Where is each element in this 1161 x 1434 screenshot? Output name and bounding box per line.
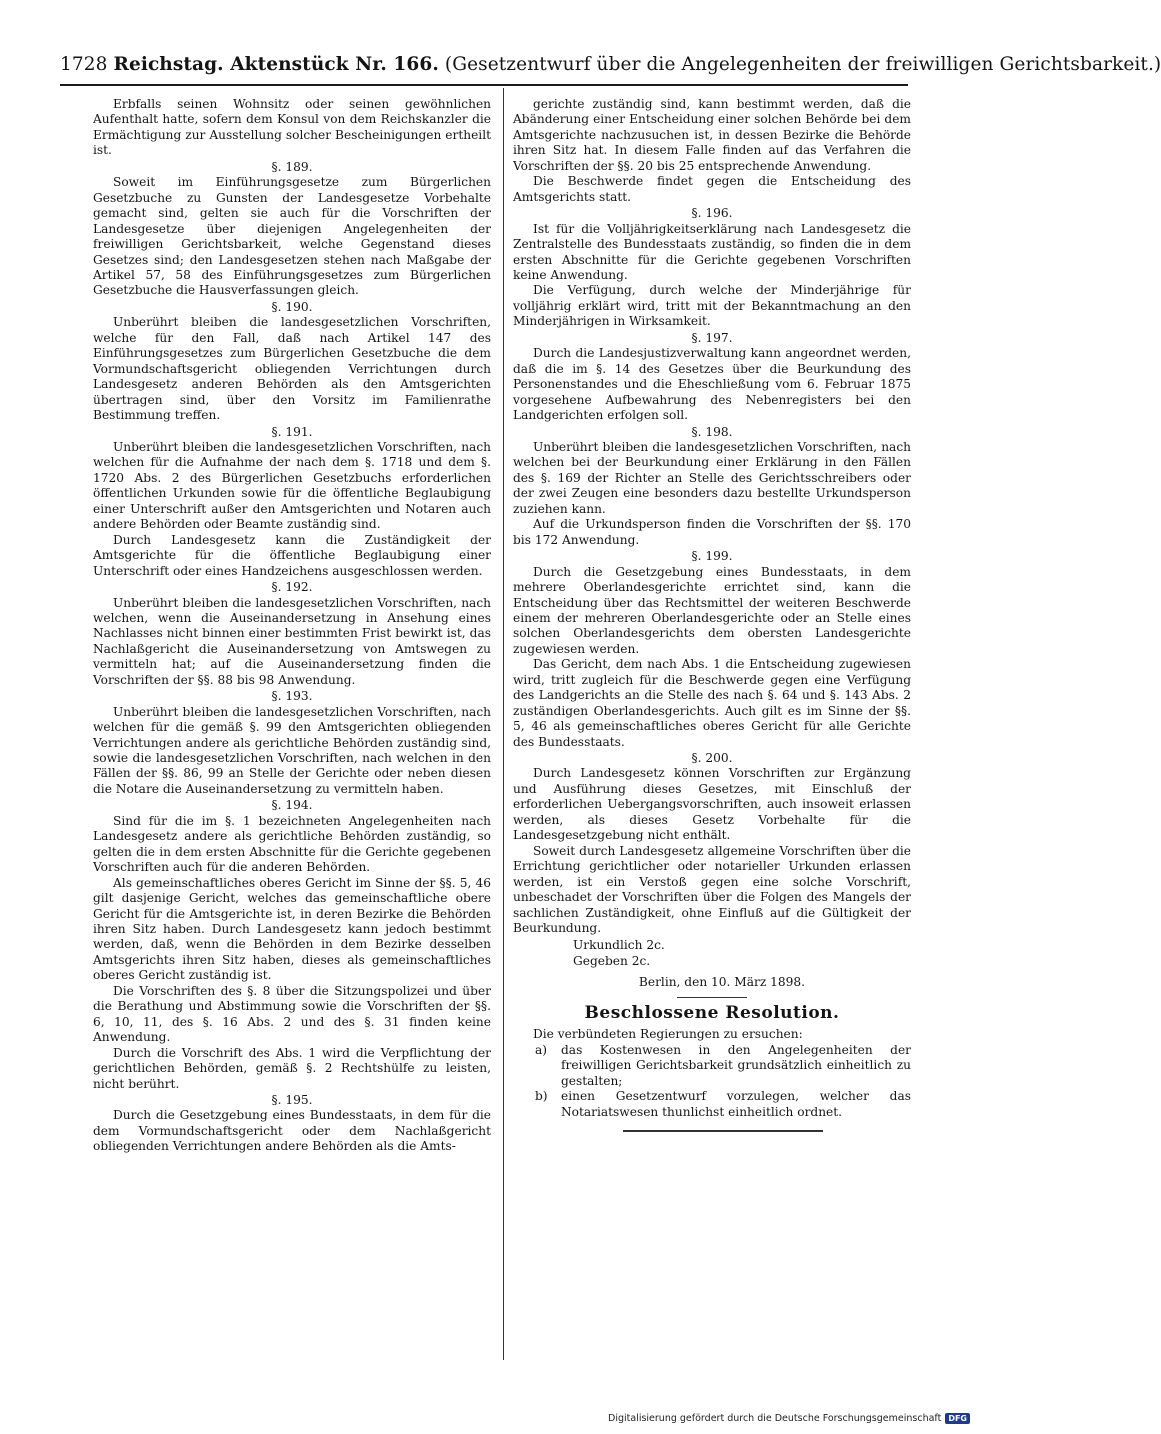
paragraph: Soweit im Einführungsgesetze zum Bürgerlichen Gesetzbuche zu Gunsten der Landesgesetze Vorbehalte gemacht sind, gelten sie auch für die Vorschriften der Landesgesetze über diejenigen Angelegenheiten der freiwilligen Gerichtsbarkeit, welche Gegenstand dieses Gesetzes sind; den Landesgesetzen stehen nach Maßgabe der Artikel 57, 58 des Einführungsgesetzes zum Bürgerlichen Gesetzbuche die Hausverfassungen gleich.	[93, 175, 491, 298]
left-column	[93, 97, 491, 1155]
paragraph: Ist für die Volljährigkeitserklärung nach Landesgesetz die Zentralstelle des Bundesstaats zuständig, so finden die in dem ersten Abschnitte für die Gerichte gegebenen Vorschriften keine Anwendung.	[513, 221, 911, 282]
right-column	[513, 97, 911, 1132]
paragraph: Auf die Urkundsperson finden die Vorschriften der §§. 170 bis 172 Anwendung.	[513, 517, 911, 547]
resolution-item	[535, 1089, 911, 1120]
section-heading: §. 195.	[271, 1093, 313, 1107]
paragraph: Das Gericht, dem nach Abs. 1 die Entscheidung zugewiesen wird, tritt zugleich für die Beschwerde gegen eine Verfügung des Landgerichts an die Stelle des nach §. 64 und §. 143 Abs. 2 zuständigen Oberlandesgerichts. Auch gilt es im Sinne der §§. 5, 46 als gemeinschaftliches oberes Gericht für alle Gerichte des Bundesstaats.	[513, 657, 911, 749]
section-heading: §. 190.	[271, 299, 313, 314]
paragraph: Unberührt bleiben die landesgesetzlichen Vorschriften, welche für den Fall, daß nach Artikel 147 des Einführungsgesetzes zum Bürgerlichen Gesetzbuche die dem Vormundschaftsgericht obliegenden Verrichtungen durch Landesgesetz anderen Behörden als den Amtsgerichten übertragen sind, über den Vorsitz im Familienrathe Bestimmung treffen.	[93, 315, 491, 423]
section-heading: §. 199.	[691, 549, 733, 564]
right-column-body	[513, 97, 911, 936]
section-heading: §. 192.	[271, 580, 313, 595]
paragraph: Die Verfügung, durch welche der Minderjährige für volljährig erklärt wird, tritt mit der Bekanntmachung an den Minderjährigen in Wirksamkeit.	[513, 283, 911, 329]
header-subtitle: (Gesetzentwurf über die Angelegenheiten der freiwilligen Gerichtsbarkeit.)	[444, 54, 1161, 75]
section-heading: §. 197.	[691, 330, 733, 345]
resolution-item	[535, 1043, 911, 1089]
paragraph: Unberührt bleiben die landesgesetzlichen Vorschriften, nach welchen für die gemäß §. 99 den Amtsgerichten obliegenden Verrichtungen andere als gerichtliche Behörden zuständig sind, sowie die landesgesetzlichen Vorschriften, nach welchen in den Fällen der §§. 86, 99 an Stelle der Gerichte oder neben diesen die Notare die Auseinandersetzung zu vermitteln haben.	[93, 704, 491, 796]
section-heading: §. 198.	[691, 424, 733, 439]
resolution-item-marker: b)	[535, 1089, 548, 1104]
paragraph: Erbfalls seinen Wohnsitz oder seinen gewöhnlichen Aufenthalt hatte, sofern dem Konsul von dem Reichskanzler die Ermächtigung zur Ausstellung solcher Bescheinigungen ertheilt ist.	[93, 97, 491, 158]
header-rule	[60, 84, 908, 86]
paragraph: Durch Landesgesetz können Vorschriften zur Ergänzung und Ausführung dieses Gesetzes, mit Einschluß der erforderlichen Uebergangsvorschriften, auch insoweit erlassen werden, als dieses Gesetz Vorbehalte für die Landesgesetzgebung nicht enthält.	[513, 766, 911, 843]
paragraph: Unberührt bleiben die landesgesetzlichen Vorschriften, nach welchen, wenn die Auseinandersetzung in Ansehung eines Nachlasses nicht binnen einer bestimmten Frist bewirkt ist, das Nachlaßgericht die Auseinandersetzung von Amtswegen zu vermitteln hat; auf die Auseinandersetzung finden die Vorschriften der §§. 88 bis 98 Anwendung.	[93, 595, 491, 687]
dateline: Berlin, den 10. März 1898.	[638, 975, 806, 990]
paragraph: gerichte zuständig sind, kann bestimmt werden, daß die Abänderung einer Entscheidung einer solchen Behörde bei dem Amtsgerichte nachzusuchen ist, in dessen Bezirke die Behörde ihren Sitz hat. In diesem Falle finden auf das Verfahren die Vorschriften der §§. 20 bis 25 entsprechende Anwendung.	[513, 97, 911, 173]
section-heading: §. 196.	[691, 206, 733, 221]
short-divider	[677, 997, 747, 998]
paragraph: Durch die Gesetzgebung eines Bundesstaats, in dem für die dem Vormundschaftsgericht oder dem Nachlaßgericht obliegenden Verrichtungen andere Behörden als die Amts-	[93, 1108, 491, 1154]
paragraph: Als gemeinschaftliches oberes Gericht im Sinne der §§. 5, 46 gilt dasjenige Gericht, welches das gemeinschaftliche obere Gericht für die Amtsgerichte ist, in deren Bezirke die Behörden ihren Sitz haben. Durch Landesgesetz kann jedoch bestimmt werden, daß, wenn die Behörden in dem Bezirke desselben Amtsgerichts ihren Sitz haben, dieses als gemeinschaftliches oberes Gericht zuständig ist.	[93, 875, 491, 983]
section-heading: §. 189.	[271, 159, 313, 174]
resolution-item-text: das Kostenwesen in den Angelegenheiten der freiwilligen Gerichtsbarkeit grundsätzlich einheitlich zu gestalten;	[561, 1042, 911, 1088]
paragraph: Soweit durch Landesgesetz allgemeine Vorschriften über die Errichtung gerichtlicher oder notarieller Urkunden erlassen werden, ist ein Verstoß gegen eine solche Vorschrift, unbeschadet der Vorschriften über die Folgen des Mangels der sachlichen Zuständigkeit, ohne Einfluß auf die Gültigkeit der Beurkundung.	[513, 843, 911, 936]
paragraph: Die Beschwerde findet gegen die Entscheidung des Amtsgerichts statt.	[513, 174, 911, 204]
resolution-item-marker: a)	[535, 1042, 548, 1057]
footer	[608, 1413, 970, 1424]
paragraph: Durch die Landesjustizverwaltung kann angeordnet werden, daß die im §. 14 des Gesetzes über die Beurkundung des Personenstandes und die Eheschließung vom 6. Februar 1875 vorgesehene Aufbewahrung des Nebenregisters bei den Landgerichten erfolgen soll.	[513, 346, 911, 423]
section-heading: §. 193.	[271, 689, 313, 704]
header-title: Reichstag. Aktenstück Nr. 166.	[113, 54, 439, 75]
closing-urkundlich: Urkundlich 2c.	[573, 938, 665, 953]
paragraph: Durch Landesgesetz kann die Zuständigkeit der Amtsgerichte für die öffentliche Beglaubigung einer Unterschrift oder eines Handzeichens ausgeschlossen werden.	[93, 532, 491, 578]
page-number: 1728	[60, 54, 108, 75]
page-header	[60, 54, 1161, 75]
resolution-item-text: einen Gesetzentwurf vorzulegen, welcher das Notariatswesen thunlichst einheitlich ordnet.	[561, 1089, 911, 1119]
resolution-title: Beschlossene Resolution.	[584, 1002, 840, 1023]
section-heading: §. 191.	[271, 424, 313, 439]
paragraph: Durch die Gesetzgebung eines Bundesstaats, in dem mehrere Oberlandesgerichte errichtet sind, kann die Entscheidung über das Rechtsmittel der weiteren Beschwerde einem der mehreren Oberlandesgerichte oder an Stelle eines solchen Oberlandesgerichts dem obersten Landesgerichte zugewiesen werden.	[513, 564, 911, 656]
paragraph: Durch die Vorschrift des Abs. 1 wird die Verpflichtung der gerichtlichen Behörden, gemäß §. 2 Rechtshülfe zu leisten, nicht berührt.	[93, 1045, 491, 1091]
dfg-logo-icon: DFG	[945, 1413, 970, 1424]
paragraph: Die Vorschriften des §. 8 über die Sitzungspolizei und über die Berathung und Abstimmung sowie die Vorschriften der §§. 6, 10, 11, des §. 16 Abs. 2 und des §. 31 finden keine Anwendung.	[93, 983, 491, 1045]
paragraph: Unberührt bleiben die landesgesetzlichen Vorschriften, nach welchen für die Aufnahme der nach dem §. 1718 und dem §. 1720 Abs. 2 des Bürgerlichen Gesetzbuchs erforderlichen öffentlichen Urkunden sowie für die öffentliche Beglaubigung einer Unterschrift außer den Amtsgerichten und Notaren auch andere Behörden oder Beamte zuständig sind.	[93, 439, 491, 532]
section-heading: §. 200.	[691, 751, 733, 766]
resolution-intro: Die verbündeten Regierungen zu ersuchen:	[533, 1027, 803, 1042]
end-rule	[623, 1130, 823, 1132]
paragraph: Sind für die im §. 1 bezeichneten Angelegenheiten nach Landesgesetz andere als gerichtliche Behörden zuständig, so gelten die in dem ersten Abschnitte für die Gerichte gegebenen Vorschriften auch für die anderen Behörden.	[93, 813, 491, 875]
column-divider	[503, 88, 504, 1360]
section-heading: §. 194.	[271, 798, 313, 813]
closing-gegeben: Gegeben 2c.	[573, 953, 651, 968]
paragraph: Unberührt bleiben die landesgesetzlichen Vorschriften, nach welchen bei der Beurkundung einer Erklärung in den Fällen des §. 169 der Richter an Stelle des Gerichtsschreibers oder der zwei Zeugen eine besonders dazu bestellte Urkundsperson zuziehen kann.	[513, 439, 911, 516]
footer-credit: Digitalisierung gefördert durch die Deutsche Forschungsgemeinschaft	[608, 1413, 942, 1424]
